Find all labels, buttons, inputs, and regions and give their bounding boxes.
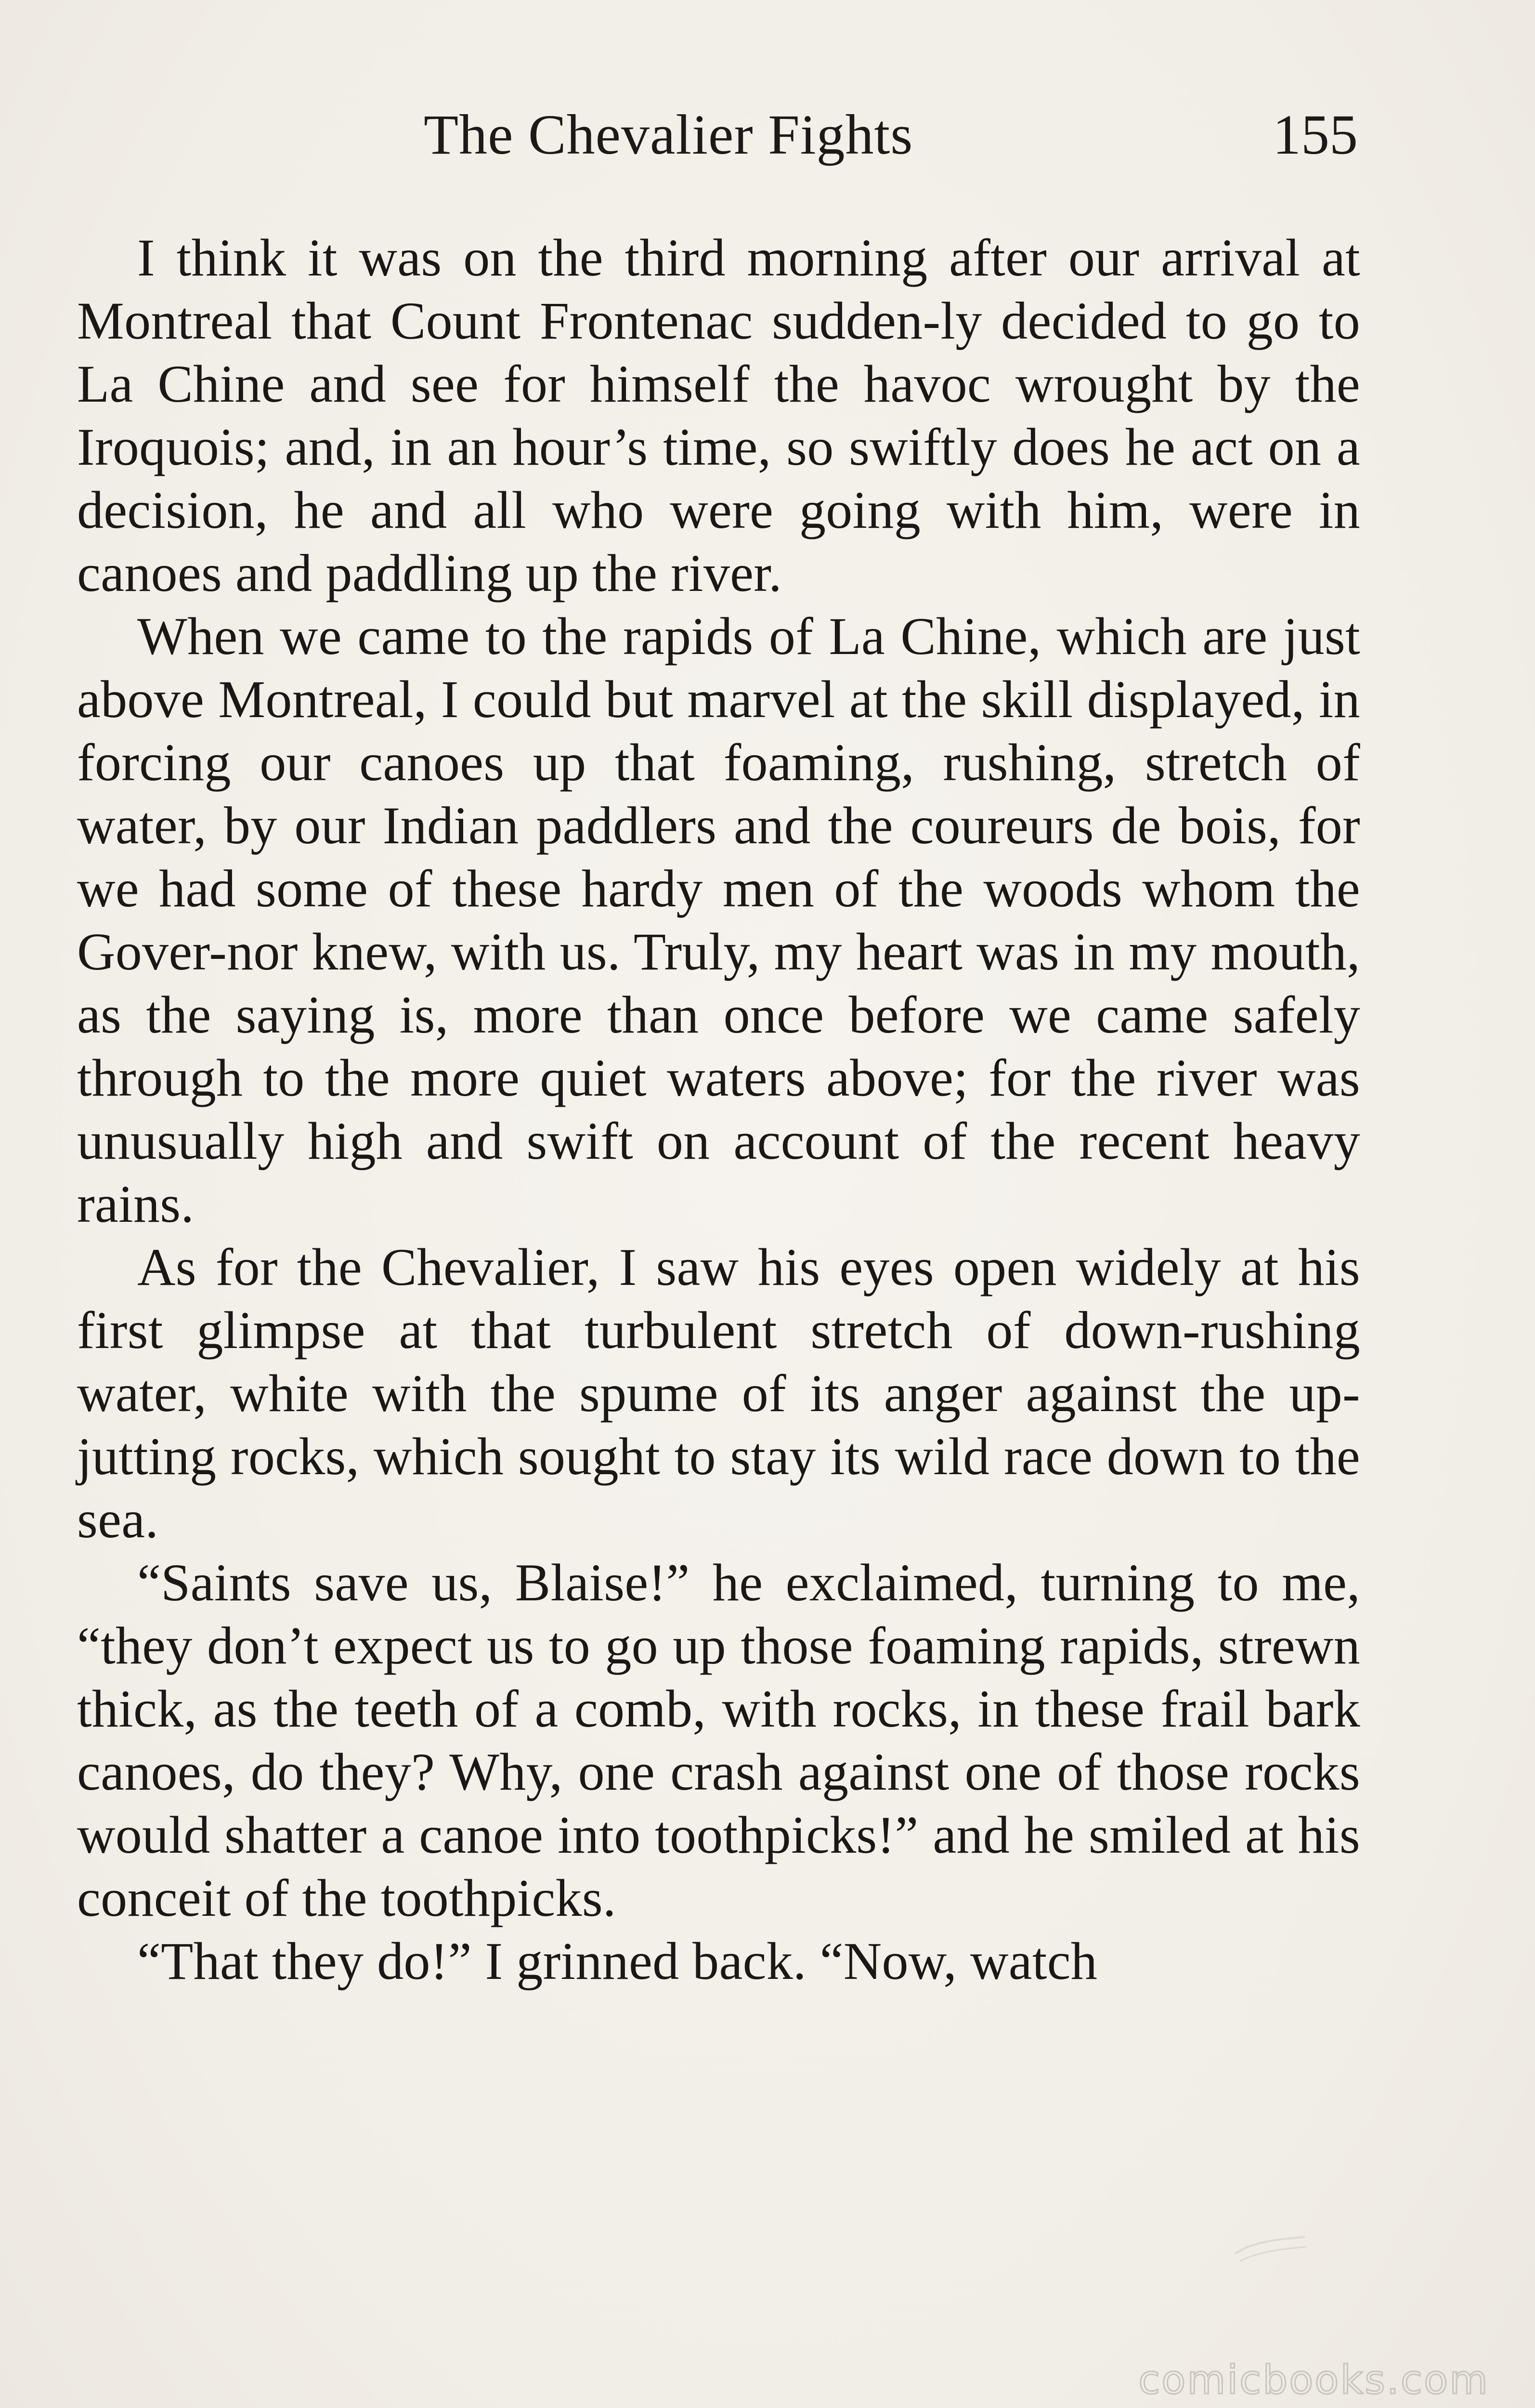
paragraph: When we came to the rapids of La Chine, which are just above Montreal, I could but marvel at the skill displayed, in forcing our canoes up that foaming, rushing, stretch of water, by our Indian paddlers and the coureurs de bois, for we had some of these hardy men of the woods whom the Gover-nor knew, with us. Truly, my heart was in my mouth, as the saying is, more than once before we came safely through to the more quiet waters above; for the river was unusually high and swift on account of the recent heavy rains.: [77, 607, 1360, 1233]
watermark: comicbooks.com: [1138, 2357, 1489, 2403]
paragraph: I think it was on the third morning after our arrival at Montreal that Count Frontenac sudden-ly decided to go to La Chine and see for himself the havoc wrought by the Iroquois; and, in an hour’s time, so swiftly does he act on a decision, he and all who were going with him, were in canoes and paddling up the river.: [77, 228, 1360, 602]
running-head: The Chevalier Fights: [424, 103, 913, 166]
body-text: [77, 226, 1360, 1993]
paragraph: “Saints save us, Blaise!” he exclaimed, turning to me, “they don’t expect us to go up those foaming rapids, strewn thick, as the teeth of a comb, with rocks, in these frail bark canoes, do they? Why, one crash against one of those rocks would shatter a canoe into toothpicks!” and he smiled at his conceit of the toothpicks.: [77, 1553, 1360, 1927]
page-header: [77, 99, 1358, 171]
paragraph: As for the Chevalier, I saw his eyes open widely at his first glimpse at that turbulent stretch of down-rushing water, white with the spume of its anger against the up-jutting rocks, which sought to stay its wild race down to the sea.: [77, 1238, 1360, 1549]
paragraph: “That they do!” I grinned back. “Now, watch: [137, 1932, 1098, 1990]
show-through-mark: [1233, 2232, 1310, 2266]
page-number: 155: [1273, 103, 1358, 166]
